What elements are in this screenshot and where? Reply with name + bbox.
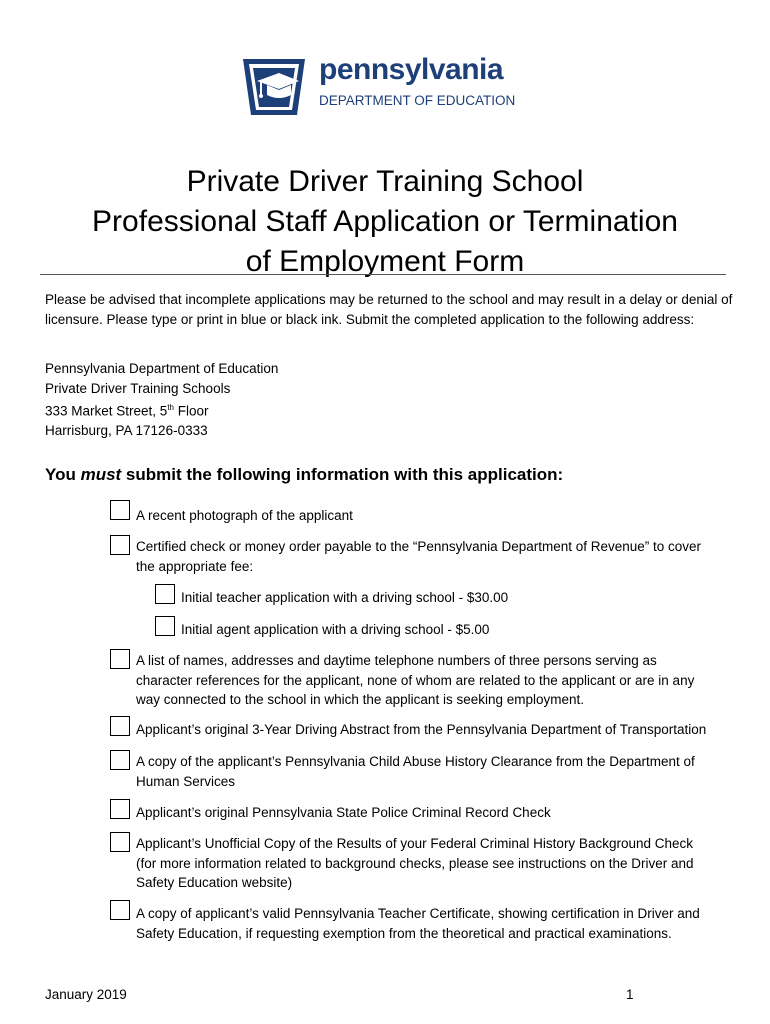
title-line-1: Private Driver Training School	[186, 165, 584, 198]
certified-check-checkbox[interactable]	[110, 535, 130, 555]
mailing-address	[45, 359, 278, 441]
teacher-fee-checkbox[interactable]	[155, 584, 175, 604]
requirement-driving-abstract-label: Applicant’s original 3-Year Driving Abstract from the Pennsylvania Department of Transportation	[136, 722, 707, 737]
footer-date: January 2019	[45, 987, 127, 1002]
pde-logo	[239, 51, 539, 121]
fee-agent-label: Initial agent application with a driving school - $5.00	[181, 622, 490, 637]
address-line-4: Harrisburg, PA 17126-0333	[45, 423, 208, 438]
requirement-teacher-certificate-label: A copy of applicant’s valid Pennsylvania Teacher Certificate, showing certification in Driver and Safety Education, if requesting exemption from the theoretical and practical examinations.	[136, 906, 700, 941]
title-line-3: of Employment Form	[245, 245, 525, 278]
intro-paragraph: Please be advised that incomplete applications may be returned to the school and may result in a delay or denial of licensure. Please type or print in blue or black ink. Submit the completed application to the following address:	[45, 292, 733, 327]
page-title	[40, 162, 730, 282]
logo-wordmark: pennsylvania	[319, 53, 504, 86]
requirement-federal-background-label: Applicant’s Unofficial Copy of the Results of your Federal Criminal History Background Check (for more information related to background checks, please see instructions on the Driver and Safety Education website)	[136, 836, 694, 890]
title-divider	[40, 274, 726, 275]
state-police-checkbox[interactable]	[110, 799, 130, 819]
requirement-certified-check-label: Certified check or money order payable to the “Pennsylvania Department of Revenue” to cover the appropriate fee:	[136, 539, 702, 574]
requirement-state-police-label: Applicant’s original Pennsylvania State Police Criminal Record Check	[136, 805, 551, 820]
address-line-3: 333 Market Street, 5th Floor	[45, 403, 209, 419]
driving-abstract-checkbox[interactable]	[110, 716, 130, 736]
address-line-1: Pennsylvania Department of Education	[45, 361, 279, 376]
requirement-photo-label: A recent photograph of the applicant	[136, 508, 353, 523]
references-checkbox[interactable]	[110, 649, 130, 669]
keystone-graduation-cap-icon	[239, 51, 309, 117]
requirements-heading: You must submit the following information with this application:	[45, 465, 564, 484]
agent-fee-checkbox[interactable]	[155, 616, 175, 636]
address-line-2: Private Driver Training Schools	[45, 380, 231, 396]
title-line-2: Professional Staff Application or Termination	[92, 205, 678, 238]
requirement-child-abuse-clearance-label: A copy of the applicant’s Pennsylvania Child Abuse History Clearance from the Department of Human Services	[136, 754, 695, 789]
logo-department: DEPARTMENT OF EDUCATION	[319, 93, 516, 108]
requirement-references-label: A list of names, addresses and daytime telephone numbers of three persons serving as character references for the applicant, none of whom are related to the applicant or are in any way connected to the school in which the applicant is seeking employment.	[136, 653, 695, 707]
teacher-certificate-checkbox[interactable]	[110, 900, 130, 920]
photo-checkbox[interactable]	[110, 500, 130, 520]
federal-background-checkbox[interactable]	[110, 832, 130, 852]
fee-teacher-label: Initial teacher application with a driving school - $30.00	[181, 590, 509, 605]
page-number: 1	[626, 987, 634, 1002]
child-abuse-clearance-checkbox[interactable]	[110, 750, 130, 770]
